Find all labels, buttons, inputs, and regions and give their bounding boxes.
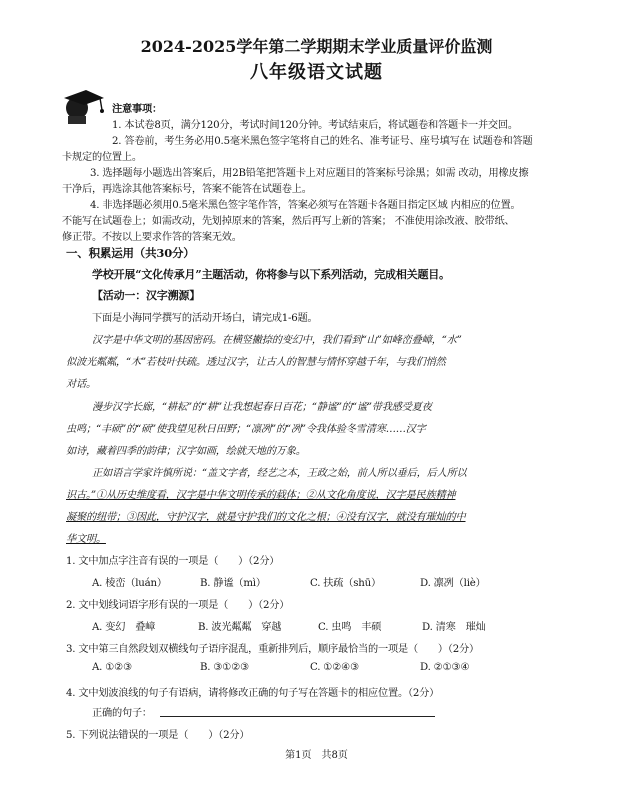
q1-option-a: A. 棱峦（luán）: [92, 578, 167, 589]
q3-option-c: C. ①②④③: [310, 662, 360, 673]
question-4: 4. 文中划波浪线的句子有语病，请将修改正确的句子写在答题卡的相应位置。（2分）: [66, 688, 440, 699]
q2-option-d: D. 清寒 璀灿: [422, 622, 486, 633]
q2-option-a: A. 变幻 叠嶂: [92, 622, 156, 633]
activity-title: 【活动一：汉字溯源】: [92, 289, 200, 302]
passage-line-2: 似波光粼粼，“木”若枝叶扶疏。透过汉字，让古人的智慧与情怀穿越千年，与我们悄然: [66, 357, 446, 368]
notice-item-4: 4. 非选择题必须用0.5毫米黑色签字笔作答，答案必须写在答题卡各题目指定区域 内相应的位置。: [90, 200, 521, 211]
passage-line-10: 华文明。: [66, 534, 106, 545]
notice-item-3-cont: 干净后，再选涂其他答案标号，答案不能答在试题卷上。: [62, 184, 312, 195]
notice-item-2: 2. 答卷前，考生务必用0.5毫米黑色签字笔将自己的姓名、准考证号、座号填写在 试题卷和答题: [112, 136, 533, 147]
page-footer: 第1页 共8页: [285, 750, 348, 761]
exam-title: 2024-2025学年第二学期期末学业质量评价监测: [140, 37, 493, 56]
exam-subtitle: 八年级语文试题: [250, 62, 383, 83]
q1-option-d: D. 凛冽（liè）: [420, 578, 486, 589]
q3-option-d: D. ②①③④: [420, 662, 470, 673]
passage-line-6: 如诗，藏着四季的韵律；汉字如画，绘就天地的万象。: [66, 446, 306, 457]
q4-answer-line: [160, 716, 435, 717]
doctor-cap-icon: [60, 86, 108, 126]
question-3: 3. 文中第三自然段划双横线句子语序混乱，重新排列后，顺序最恰当的一项是（ ）（2分）: [66, 644, 480, 655]
notice-item-3: 3. 选择题每小题选出答案后，用2B铅笔把答题卡上对应题目的答案标号涂黑；如需 改动，用橡皮擦: [90, 168, 529, 179]
q1-option-c: C. 扶疏（shū）: [310, 578, 382, 589]
passage-line-7: 正如语言学家许慎所说：“盖文字者，经艺之本，王政之始，前人所以垂后，后人所以: [92, 468, 467, 479]
section-intro: 学校开展“文化传承月”主题活动，你将参与以下系列活动，完成相关题目。: [92, 268, 450, 281]
passage-line-4: 漫步汉字长廊，“耕耘”的“耕”让我想起春日百花；“静谧”的“谧”带我感受夏夜: [92, 402, 432, 413]
q2-option-c: C. 虫鸣 丰硕: [318, 622, 382, 633]
passage-line-1: 汉字是中华文明的基因密码。在横竖撇捺的变幻中，我们看到“山”如峰峦叠嶂，“水”: [92, 335, 462, 346]
notice-item-4-end: 修正带。不按以上要求作答的答案无效。: [62, 232, 242, 243]
question-1: 1. 文中加点字注音有误的一项是（ ）（2分）: [66, 556, 280, 567]
question-5: 5. 下列说法错误的一项是（ ）（2分）: [66, 730, 250, 741]
passage-line-8: 识古。”①从历史维度看，汉字是中华文明传承的载体；②从文化角度说，汉字是民族精神: [66, 490, 456, 501]
notice-item-1: 1. 本试卷8页，满分120分，考试时间120分钟。考试结束后，将试题卷和答题卡一并交回。: [112, 120, 518, 131]
section-title: 一、积累运用（共30分）: [66, 246, 195, 260]
notice-item-2-cont: 卡规定的位置上。: [62, 152, 142, 163]
question-2: 2. 文中划线词语字形有误的一项是（ ）（2分）: [66, 600, 290, 611]
q4-answer-label: 正确的句子：: [92, 708, 152, 719]
q3-option-a: A. ①②③: [92, 662, 133, 673]
notice-item-4-cont: 不能写在试题卷上；如需改动，先划掉原来的答案，然后再写上新的答案； 不准使用涂改液、胶带纸、: [62, 216, 515, 227]
activity-lead: 下面是小海同学撰写的活动开场白，请完成1-6题。: [92, 313, 318, 324]
passage-line-9: 凝聚的纽带；③因此，守护汉字，就是守护我们的文化之根；④没有汉字，就没有璀灿的中: [66, 512, 466, 523]
q3-option-b: B. ③①②③: [200, 662, 250, 673]
q1-option-b: B. 静谧（mì）: [200, 578, 266, 589]
q2-option-b: B. 波光粼粼 穿越: [198, 622, 282, 633]
passage-line-3: 对话。: [66, 379, 96, 390]
notice-heading: 注意事项：: [112, 103, 162, 115]
passage-line-5: 虫鸣；“丰硕”的“硕”使我望见秋日田野；“凛冽”的“冽”令我体验冬雪清寒……汉字: [66, 424, 426, 435]
